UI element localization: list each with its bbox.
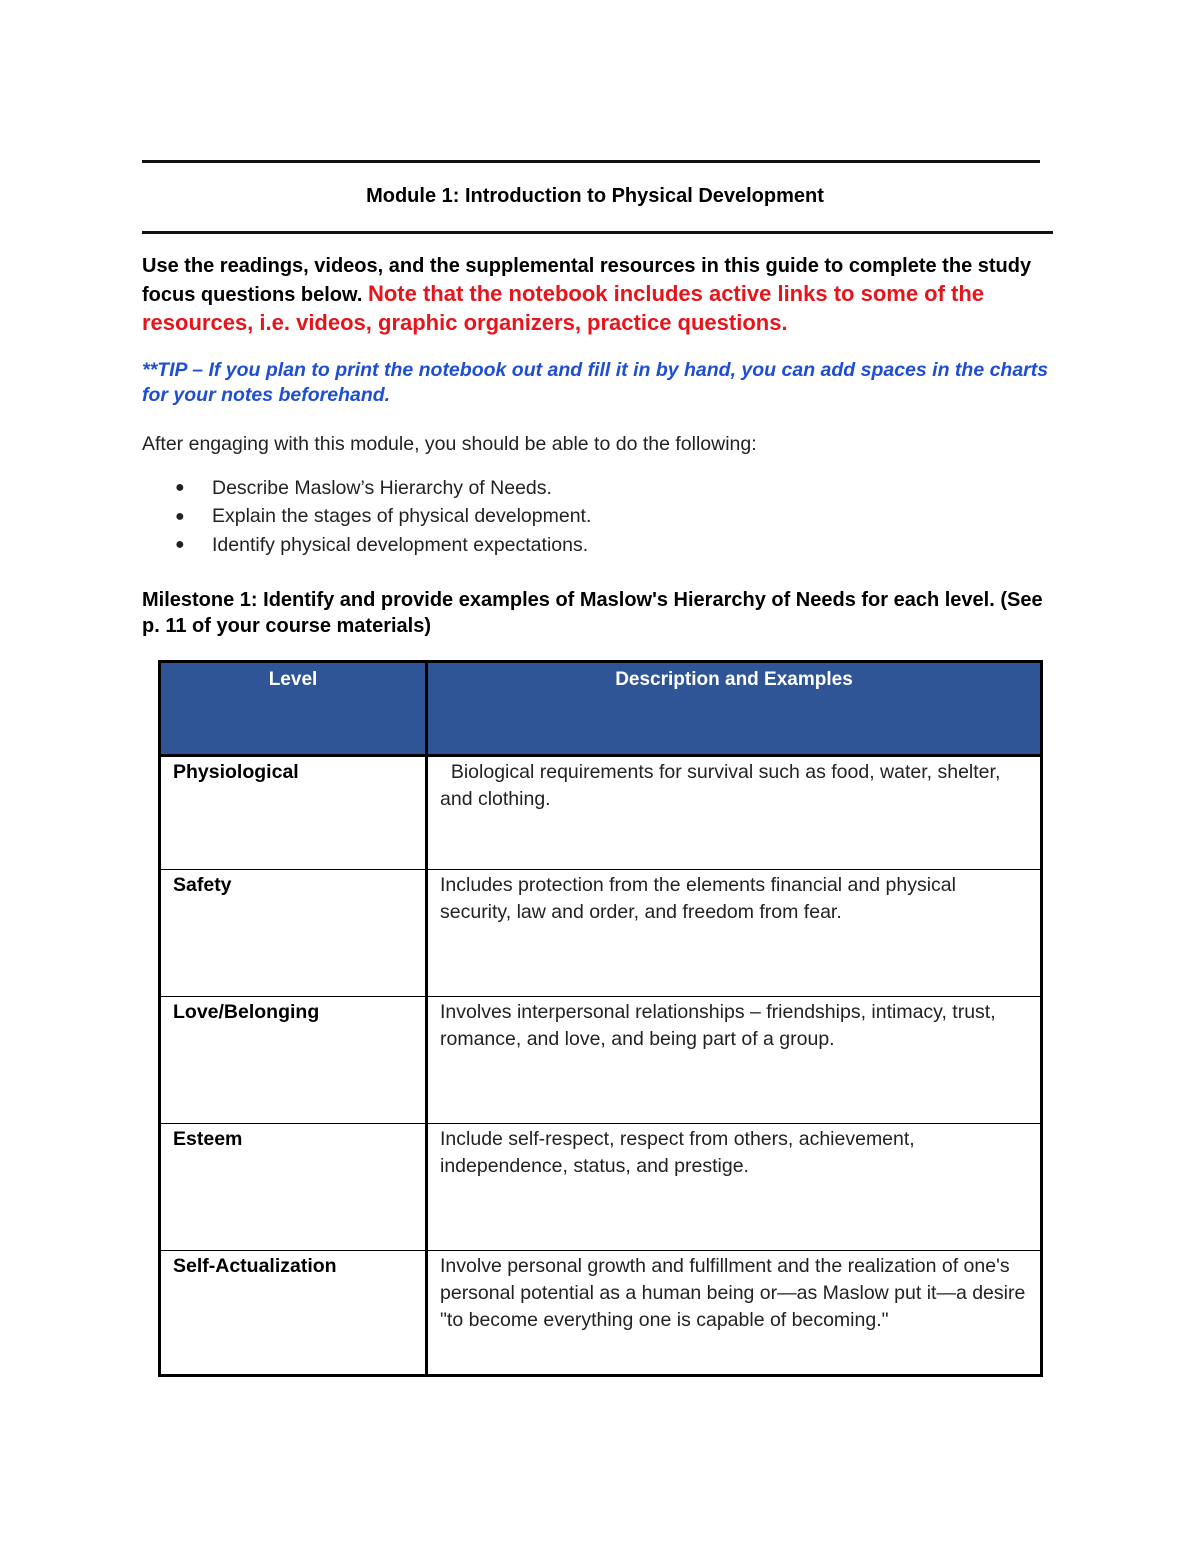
list-item <box>142 474 591 503</box>
level-cell: Love/Belonging <box>160 997 427 1124</box>
after-text: After engaging with this module, you should be able to do the following: <box>142 433 757 455</box>
intro-bold-text: Use the readings, videos, and the supplemental resources in this guide to complete the study focus questions below. <box>142 255 1032 306</box>
level-cell: Self-Actualization <box>160 1251 427 1376</box>
tip-text: **TIP – If you plan to print the notebook out and fill it in by hand, you can add spaces in the charts for your notes beforehand. <box>142 359 1049 406</box>
table-row <box>160 870 1042 997</box>
intro-paragraph <box>142 253 1052 338</box>
objective-text: Explain the stages of physical development. <box>212 505 592 528</box>
list-item <box>142 503 591 532</box>
objective-text: Identify physical development expectations. <box>212 533 589 556</box>
level-cell: Esteem <box>160 1124 427 1251</box>
bullet-icon: ● <box>175 507 185 525</box>
table-row <box>160 1124 1042 1251</box>
intro-red-note: Note that the notebook includes active links to some of the resources, i.e. videos, graphic organizers, practice questions. <box>142 281 985 335</box>
table-row <box>160 756 1042 870</box>
description-cell: Biological requirements for survival such as food, water, shelter, and clothing. <box>427 756 1042 870</box>
top-divider <box>142 160 1040 163</box>
description-cell: Involves interpersonal relationships – friendships, intimacy, trust, romance, and love, and being part of a group. <box>427 997 1042 1124</box>
objective-text: Describe Maslow’s Hierarchy of Needs. <box>212 476 552 499</box>
milestone-heading: Milestone 1: Identify and provide examples of Maslow's Hierarchy of Needs for each level. (See p. 11 of your course materials) <box>142 589 1043 637</box>
objectives-list <box>142 474 591 560</box>
description-cell: Includes protection from the elements financial and physical security, law and order, and freedom from fear. <box>427 870 1042 997</box>
description-cell: Involve personal growth and fulfillment and the realization of one's personal potential as a human being or—as Maslow put it—a desire "to become everything one is capable of becoming." <box>427 1251 1042 1376</box>
list-item <box>142 531 591 560</box>
maslow-table <box>158 660 1043 1377</box>
table-header-row <box>160 662 1042 756</box>
level-cell: Physiological <box>160 756 427 870</box>
table-row <box>160 1251 1042 1376</box>
bullet-icon: ● <box>175 479 185 497</box>
bullet-icon: ● <box>175 536 185 554</box>
bottom-divider <box>142 231 1053 234</box>
header-level: Level <box>160 662 427 756</box>
level-cell: Safety <box>160 870 427 997</box>
description-cell: Include self-respect, respect from others, achievement, independence, status, and prestige. <box>427 1124 1042 1251</box>
module-title: Module 1: Introduction to Physical Development <box>366 185 824 207</box>
table-row <box>160 997 1042 1124</box>
header-description: Description and Examples <box>427 662 1042 756</box>
